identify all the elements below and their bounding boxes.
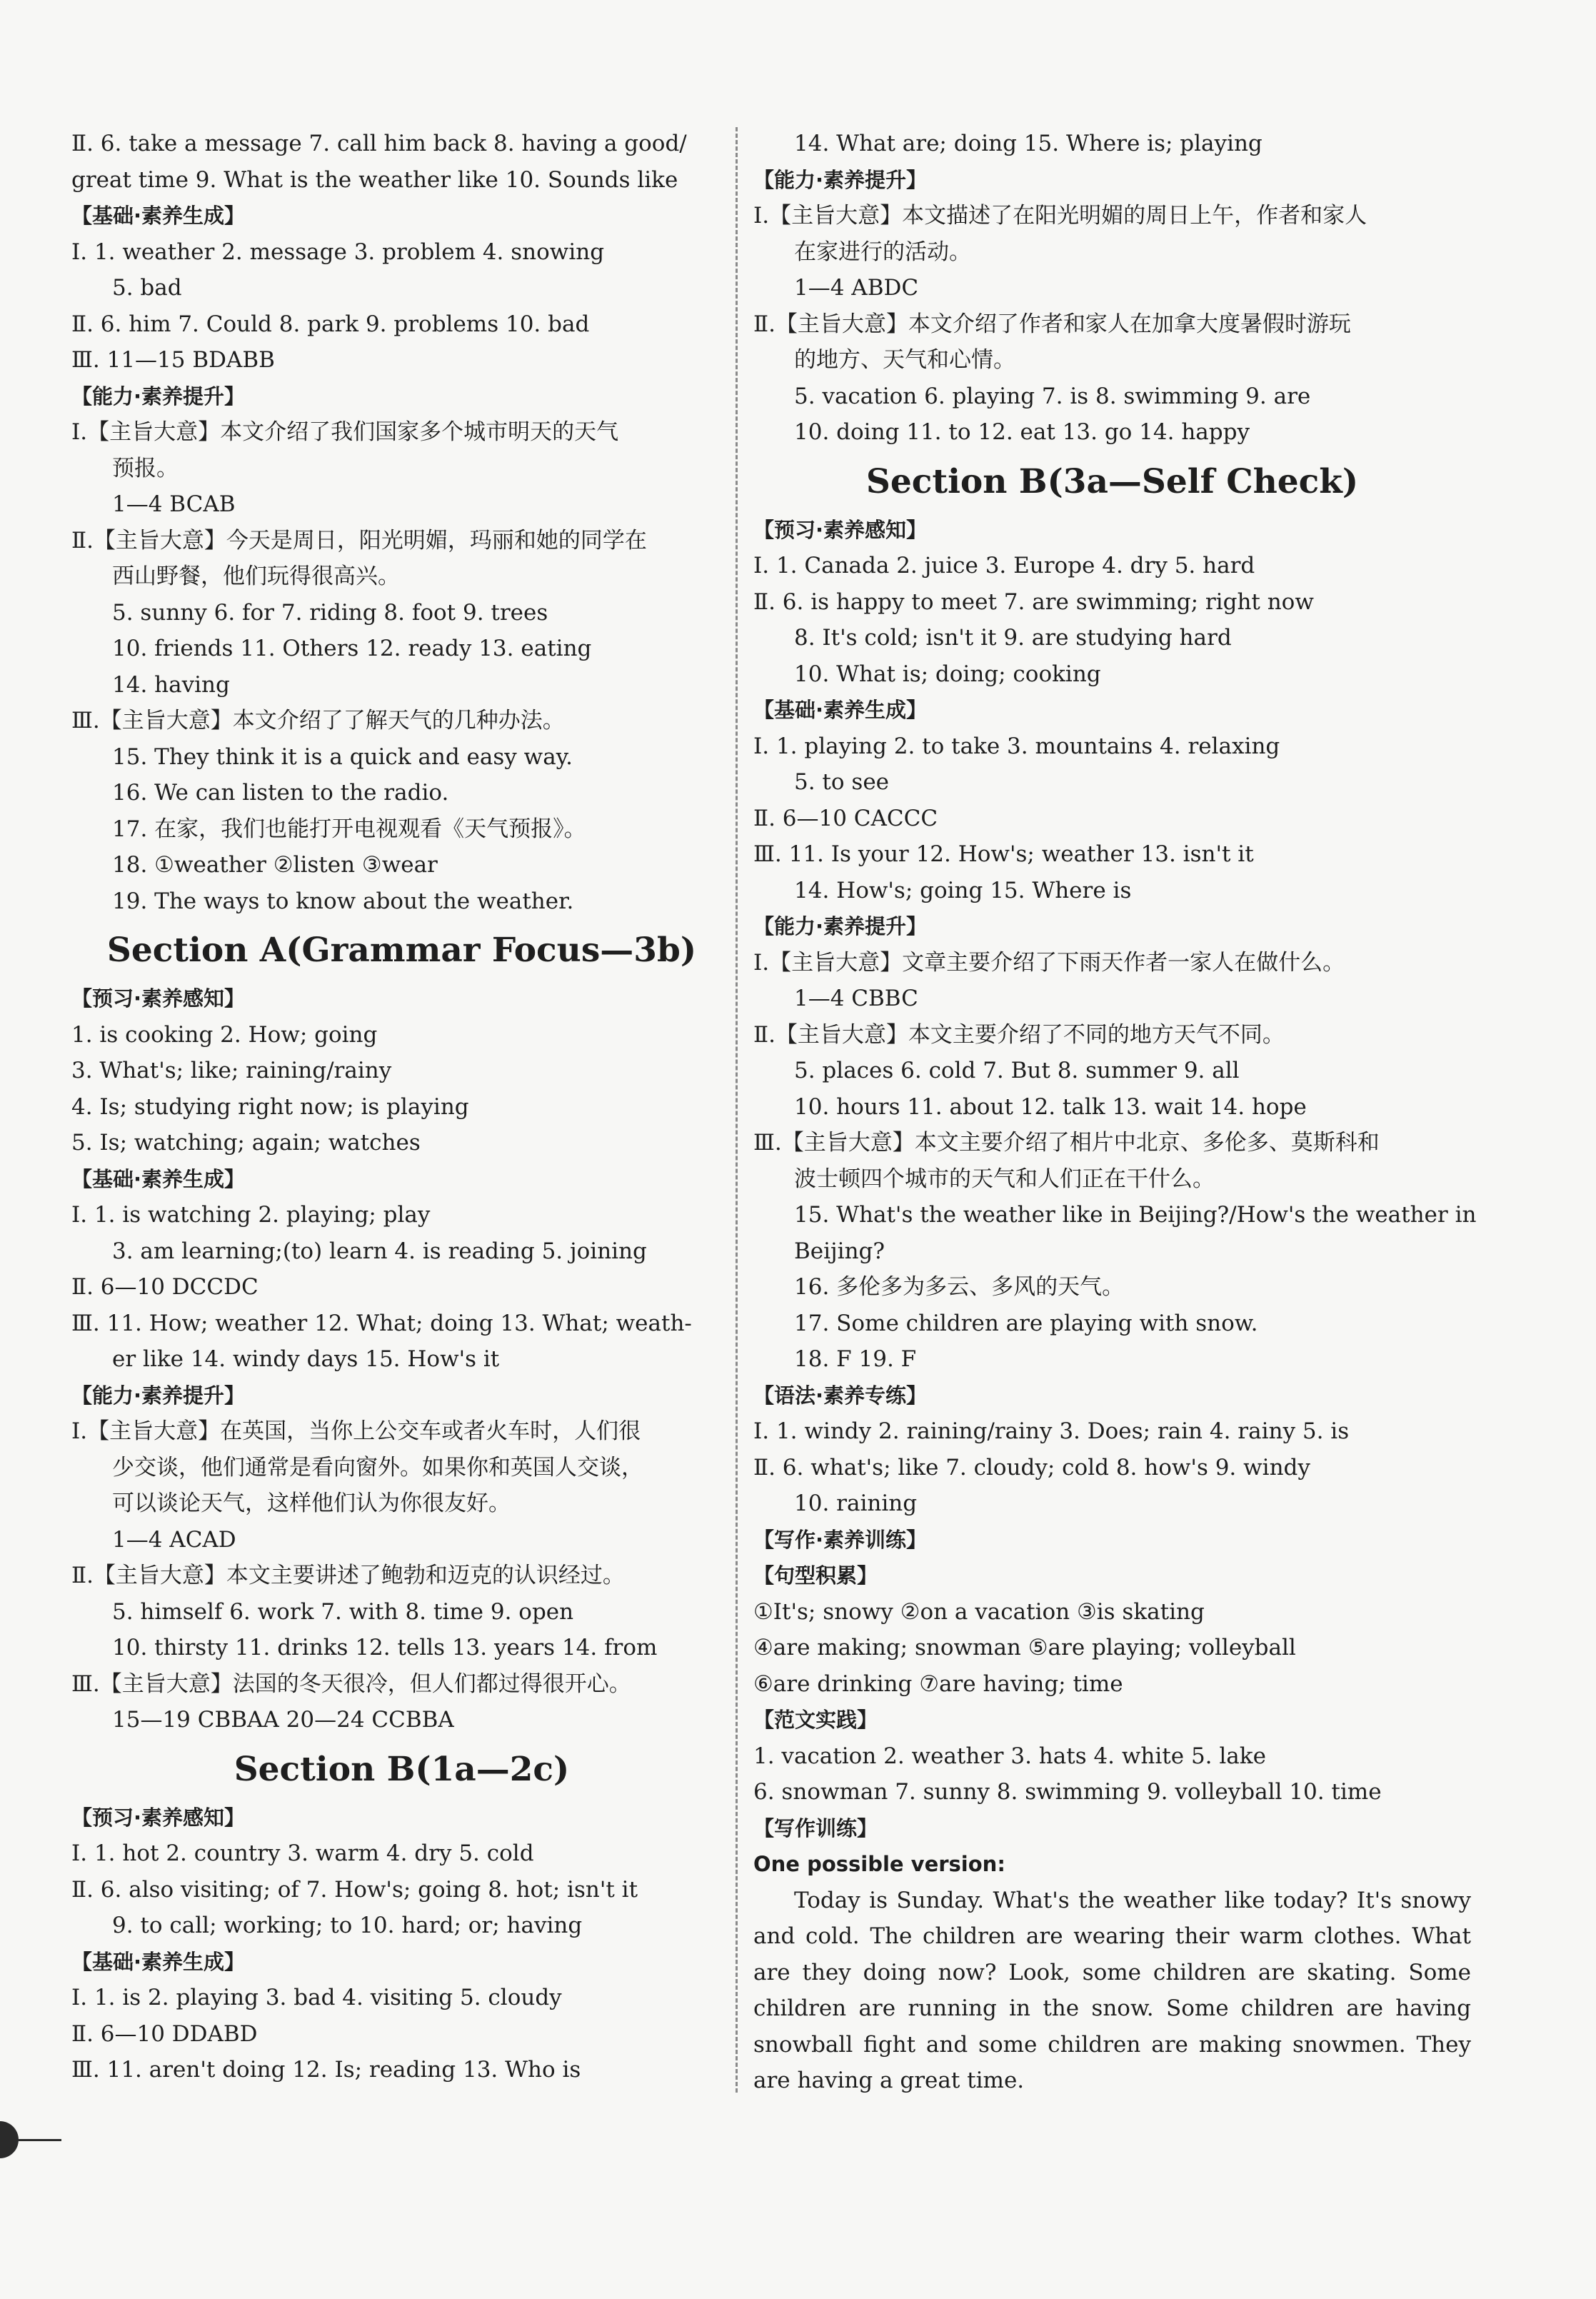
answer-line: Ⅲ.【主旨大意】法国的冬天很冷，但人们都过得很开心。: [71, 1671, 631, 1697]
answer-line: Ⅰ.【主旨大意】在英国，当你上公交车或者火车时，人们很: [71, 1418, 641, 1444]
answer-line-indented: 14. What are; doing 15. Where is; playing: [794, 131, 1263, 156]
answer-line: Ⅲ.【主旨大意】本文介绍了了解天气的几种办法。: [71, 708, 565, 733]
answer-line: Ⅱ. 6. take a message 7. call him back 8. having a good/: [71, 131, 687, 156]
answer-line-indented: 5. bad: [112, 275, 182, 301]
answer-line-indented: 10. What is; doing; cooking: [794, 661, 1101, 687]
answer-line-indented: 18. ①weather ②listen ③wear: [112, 852, 438, 878]
answer-line-indented: 1—4 CBBC: [794, 986, 918, 1011]
answer-line-indented: 可以谈论天气，这样他们认为你很友好。: [112, 1491, 511, 1516]
section-title: Section B(3a—Self Check): [865, 461, 1359, 501]
section-subheading: 【写作·素养训练】: [753, 1527, 928, 1552]
answer-line-indented: 1—4 BCAB: [112, 491, 236, 517]
section-subheading: 【预习·素养感知】: [71, 986, 246, 1011]
answer-line: Ⅲ. 11. aren't doing 12. Is; reading 13. Who is: [71, 2057, 581, 2083]
answer-line-indented: 3. am learning;(to) learn 4. is reading 5. joining: [112, 1238, 647, 1264]
section-subheading: 【能力·素养提升】: [71, 1383, 246, 1408]
section-subheading: 【预习·素养感知】: [753, 517, 928, 542]
section-subheading: 【基础·素养生成】: [71, 1166, 246, 1191]
answer-line-indented: 15—19 CBBAA 20—24 CCBBA: [112, 1707, 454, 1733]
answer-line: Ⅰ. 1. windy 2. raining/rainy 3. Does; rain 4. rainy 5. is: [753, 1418, 1350, 1444]
answer-line: Ⅰ. 1. playing 2. to take 3. mountains 4. relaxing: [753, 733, 1280, 759]
section-title: Section A(Grammar Focus—3b): [106, 931, 697, 970]
section-subheading: 【范文实践】: [753, 1708, 878, 1732]
page-footer-rule: [19, 2139, 61, 2141]
answer-line-indented: 少交谈，他们通常是看向窗外。如果你和英国人交谈，: [112, 1454, 643, 1481]
answer-line: Ⅲ.【主旨大意】本文主要介绍了相片中北京、多伦多、莫斯科和: [753, 1130, 1380, 1156]
answer-line-indented: 16. 多伦多为多云、多风的天气。: [794, 1274, 1125, 1300]
section-subheading: 【基础·素养生成】: [71, 204, 246, 228]
answer-line-indented: 14. having: [112, 671, 230, 698]
answer-line-indented: 14. How's; going 15. Where is: [794, 877, 1132, 903]
section-subheading: 【基础·素养生成】: [71, 1949, 246, 1974]
answer-line: Ⅰ.【主旨大意】文章主要介绍了下雨天作者一家人在做什么。: [753, 949, 1345, 976]
answer-line-indented: 17. Some children are playing with snow.: [794, 1310, 1258, 1336]
answer-line: Ⅱ.【主旨大意】今天是周日，阳光明媚，玛丽和她的同学在: [71, 527, 647, 554]
section-title: Section B(1a—2c): [234, 1749, 570, 1789]
answer-line: Ⅲ. 11. How; weather 12. What; doing 13. What; weath-: [71, 1310, 692, 1336]
answer-line: Ⅰ. 1. hot 2. country 3. warm 4. dry 5. cold: [71, 1840, 534, 1866]
answer-line: 1. vacation 2. weather 3. hats 4. white 5. lake: [753, 1743, 1266, 1769]
sample-essay-paragraph: Today is Sunday. What's the weather like today? It's snowy and cold. The children are wearing their warm clothes. What are they doing now? Look, some children are skating. Some children are running in the snow. Some children are having snowball fight and some children are making snowmen. They are having a great time.: [753, 1887, 1471, 2093]
answer-line: Ⅰ.【主旨大意】本文描述了在阳光明媚的周日上午，作者和家人: [753, 203, 1367, 229]
answer-line-indented: 16. We can listen to the radio.: [112, 780, 449, 806]
answer-line-indented: 西山野餐，他们玩得很高兴。: [112, 564, 400, 589]
answer-line-indented: 预报。: [112, 455, 179, 481]
answer-line: Ⅰ. 1. Canada 2. juice 3. Europe 4. dry 5. hard: [753, 553, 1255, 578]
answer-line: Ⅱ. 6. is happy to meet 7. are swimming; right now: [753, 588, 1314, 615]
answer-line: Ⅱ. 6. also visiting; of 7. How's; going 8. hot; isn't it: [71, 1876, 638, 1903]
answer-line: ①It's; snowy ②on a vacation ③is skating: [753, 1598, 1205, 1625]
answer-line: 4. Is; studying right now; is playing: [71, 1093, 469, 1120]
answer-line-indented: 波士顿四个城市的天气和人们正在干什么。: [794, 1166, 1215, 1192]
answer-line-indented: 8. It's cold; isn't it 9. are studying hard: [794, 625, 1232, 651]
section-subheading: 【预习·素养感知】: [71, 1805, 246, 1830]
section-subheading: 【能力·素养提升】: [753, 167, 928, 192]
answer-line-indented: 5. to see: [794, 769, 890, 795]
answer-line: Ⅱ. 6. what's; like 7. cloudy; cold 8. how's 9. windy: [753, 1454, 1310, 1481]
answer-line: ⑥are drinking ⑦are having; time: [753, 1671, 1123, 1697]
answer-line: 6. snowman 7. sunny 8. swimming 9. volleyball 10. time: [753, 1779, 1382, 1805]
answer-line-indented: 10. hours 11. about 12. talk 13. wait 14. hope: [794, 1093, 1307, 1120]
answer-line: Ⅱ. 6—10 DDABD: [71, 2020, 258, 2047]
answer-line: 5. Is; watching; again; watches: [71, 1130, 421, 1156]
answer-line: Ⅱ. 6—10 DCCDC: [71, 1274, 259, 1300]
answer-line: Ⅱ. 6—10 CACCC: [753, 805, 938, 831]
answer-line-indented: 9. to call; working; to 10. hard; or; having: [112, 1913, 583, 1938]
answer-line-indented: 5. sunny 6. for 7. riding 8. foot 9. trees: [112, 599, 548, 626]
section-subheading: 【基础·素养生成】: [753, 698, 928, 722]
answer-line-indented: er like 14. windy days 15. How's it: [112, 1346, 500, 1372]
section-subheading: 【语法·素养专练】: [753, 1383, 928, 1408]
section-subheading: 【句型积累】: [753, 1563, 878, 1588]
left-column: [71, 126, 732, 2088]
answer-line: Ⅲ. 11. Is your 12. How's; weather 13. isn't it: [753, 841, 1254, 867]
answer-line-indented: 5. himself 6. work 7. with 8. time 9. open: [112, 1598, 574, 1625]
answer-line-indented: Beijing?: [794, 1238, 885, 1264]
answer-line: Ⅲ. 11—15 BDABB: [71, 347, 275, 373]
answer-line: Ⅰ. 1. is watching 2. playing; play: [71, 1202, 431, 1228]
answer-line-indented: 15. They think it is a quick and easy way.: [112, 743, 573, 770]
answer-line-indented: 18. F 19. F: [794, 1346, 917, 1372]
answer-line: 3. What's; like; raining/rainy: [71, 1058, 392, 1083]
answer-line-indented: 1—4 ACAD: [112, 1526, 236, 1553]
section-subheading: 【能力·素养提升】: [753, 914, 928, 938]
section-subheading: One possible version:: [753, 1852, 1005, 1876]
section-subheading: 【能力·素养提升】: [71, 384, 246, 409]
answer-line-indented: 19. The ways to know about the weather.: [112, 888, 574, 914]
answer-line-indented: 10. thirsty 11. drinks 12. tells 13. years 14. from: [112, 1635, 658, 1661]
column-divider: [736, 127, 738, 2093]
answer-line: ④are making; snowman ⑤are playing; volleyball: [753, 1635, 1296, 1661]
answer-line: Ⅰ. 1. is 2. playing 3. bad 4. visiting 5. cloudy: [71, 1985, 562, 2010]
section-subheading: 【写作训练】: [753, 1815, 878, 1840]
answer-line: Ⅰ.【主旨大意】本文介绍了我们国家多个城市明天的天气: [71, 419, 619, 445]
answer-line: 1. is cooking 2. How; going: [71, 1021, 378, 1048]
answer-line-indented: 5. places 6. cold 7. But 8. summer 9. all: [794, 1058, 1240, 1083]
answer-line: Ⅱ.【主旨大意】本文主要讲述了鲍勃和迈克的认识经过。: [71, 1563, 625, 1588]
answer-line-indented: 在家进行的活动。: [794, 239, 971, 265]
page-number-icon: [0, 2121, 19, 2158]
answer-line: Ⅰ. 1. weather 2. message 3. problem 4. snowing: [71, 239, 605, 265]
answer-line-indented: 1—4 ABDC: [794, 275, 919, 301]
answer-line: Ⅱ.【主旨大意】本文介绍了作者和家人在加拿大度暑假时游玩: [753, 311, 1351, 337]
answer-line: Ⅱ.【主旨大意】本文主要介绍了不同的地方天气不同。: [753, 1021, 1285, 1048]
answer-line: great time 9. What is the weather like 10. Sounds like: [71, 166, 678, 193]
right-column: [753, 126, 1477, 2099]
answer-line-indented: 的地方、天气和心情。: [794, 347, 1015, 373]
answer-line-indented: 5. vacation 6. playing 7. is 8. swimming 9. are: [794, 383, 1311, 409]
answer-line-indented: 10. raining: [794, 1491, 918, 1516]
answer-line: Ⅱ. 6. him 7. Could 8. park 9. problems 10. bad: [71, 311, 590, 337]
answer-line-indented: 15. What's the weather like in Beijing?/How's the weather in: [794, 1202, 1477, 1228]
answer-line-indented: 10. friends 11. Others 12. ready 13. eating: [112, 636, 592, 661]
answer-line-indented: 17. 在家，我们也能打开电视观看《天气预报》。: [112, 816, 586, 842]
answer-line-indented: 10. doing 11. to 12. eat 13. go 14. happy: [794, 419, 1250, 445]
